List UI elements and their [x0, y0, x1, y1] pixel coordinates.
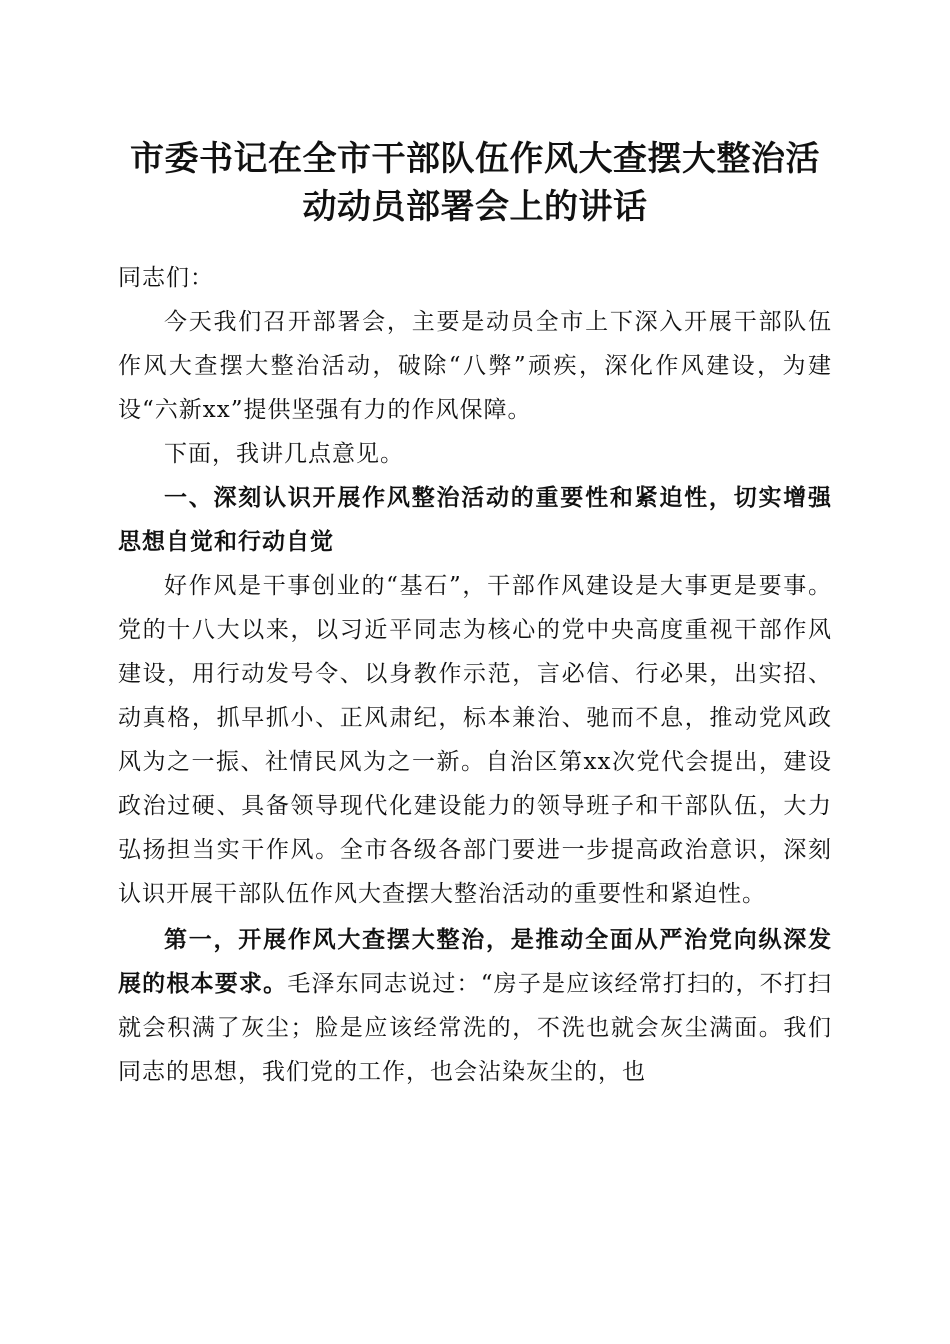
document-body	[118, 256, 832, 1094]
title-line-2: 动动员部署会上的讲话	[302, 187, 648, 227]
section-heading-1: 一、深刻认识开展作风整治活动的重要性和紧迫性，切实增强思想自觉和行动自觉	[118, 485, 832, 555]
first-point-lead: 第一，开展作风大查摆大整治，是推动全面从严治党向纵深发展的根本要求。	[118, 926, 832, 997]
salutation: 同志们：	[118, 265, 214, 291]
title-line-1: 市委书记在全市干部队伍作风大查摆大整治活	[130, 139, 820, 179]
first-point-text: 毛泽东同志说过：“房子是应该经常打扫的，不打扫就会积满了灰尘；脸是应该经常洗的，不洗也就会灰尘满面。我们同志的思想，我们党的工作，也会沾染灰尘的，也	[118, 971, 832, 1085]
paragraph-first-point	[118, 918, 832, 1094]
document-title	[95, 135, 855, 231]
paragraph-opening: 今天我们召开部署会，主要是动员全市上下深入开展干部队伍作风大查摆大整治活动，破除“八弊”顽疾，深化作风建设，为建设“六新xx”提供坚强有力的作风保障。	[118, 309, 832, 423]
paragraph-importance: 好作风是干事创业的“基石”，干部作风建设是大事更是要事。党的十八大以来，以习近平同志为核心的党中央高度重视干部作风建设，用行动发号令、以身教作示范，言必信、行必果，出实招、动真格，抓早抓小、正风肃纪，标本兼治、驰而不息，推动党风政风为之一振、社情民风为之一新。自治区第xx次党代会提出，建设政治过硬、具备领导现代化建设能力的领导班子和干部队伍，大力弘扬担当实干作风。全市各级各部门要进一步提高政治意识，深刻认识开展干部队伍作风大查摆大整治活动的重要性和紧迫性。	[118, 573, 832, 907]
paragraph-transition: 下面，我讲几点意见。	[164, 441, 404, 467]
